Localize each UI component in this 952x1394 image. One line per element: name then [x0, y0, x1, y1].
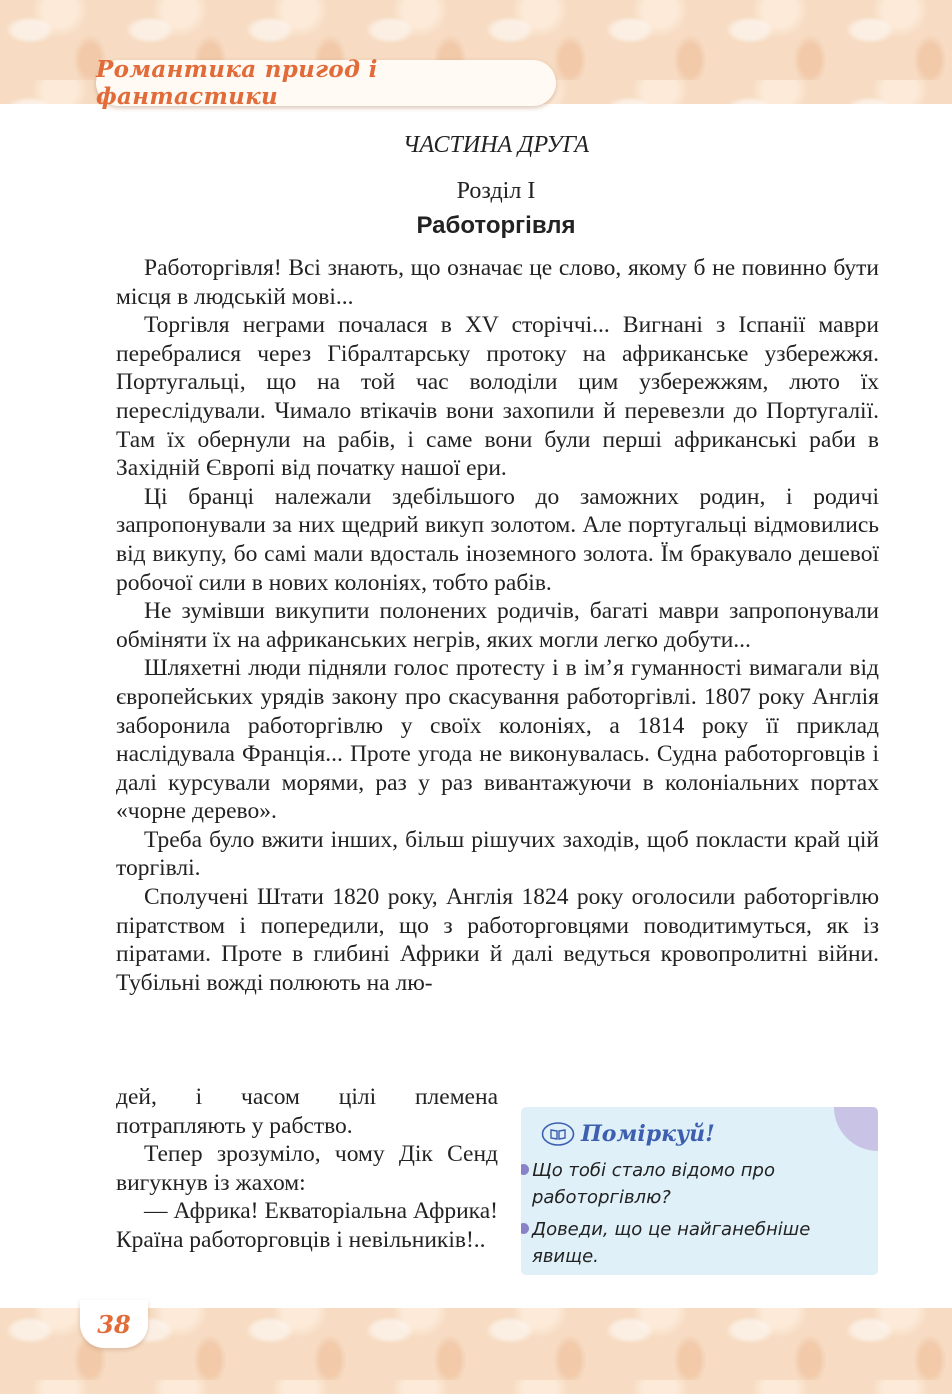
think-box-title: Поміркуй! [581, 1121, 715, 1147]
think-sidebar-box [521, 1107, 878, 1275]
narrow-text-column [116, 1083, 498, 1255]
section-number: Розділ I [456, 178, 536, 204]
decorative-corner-circle [834, 1107, 878, 1151]
running-header-title: Романтика пригод і фантастики [96, 56, 378, 110]
bullet-icon [521, 1164, 529, 1175]
paragraph: Работоргівля! Всі знають, що означає це слово, якому б не повинно бути місця в людській мові... [116, 255, 879, 310]
main-text [116, 254, 879, 997]
list-item-text: Що тобі стало відомо про работоргівлю? [532, 1160, 775, 1208]
running-header [96, 56, 556, 110]
list-item-text: Доведи, що це найганебніше явище. [532, 1219, 811, 1267]
paragraph: Тепер зрозуміло, чому Дік Сенд вигукнув із жахом: [116, 1141, 498, 1196]
paragraph: Не зумівши викупити полонених родичів, багаті маври запропонували обміняти їх на африканських негрів, яких могли легко добути... [116, 598, 879, 653]
think-box-list [521, 1157, 866, 1275]
paragraph: Сполучені Штати 1820 року, Англія 1824 року оголосили работоргівлю піратством і попередили, що з работорговцями поводитимуться, як із піратами. Проте в глибині Африки й далі ведуться кровопролитні війни. Тубільні вожді полюють на лю- [116, 884, 879, 996]
paragraph: Треба було вжити інших, більш рішучих заходів, щоб покласти край цій торгівлі. [116, 826, 879, 882]
page-number: 38 [97, 1309, 131, 1339]
bullet-icon [521, 1223, 529, 1234]
list-item [521, 1216, 866, 1270]
paragraph: Шляхетні люди підняли голос протесту і в ім’я гуманності вимагали від європейських урядів закону про скасування работоргівлі. 1807 року Англія заборонила работоргівлю у своїх колоніях, а 1814 року її приклад наслідувала Франція... Проте угода не виконувалась. Судна работорговців і далі курсували морями, раз у раз вивантажуючи в колоніальних портах «чорне дерево». [116, 655, 879, 825]
think-box-header [541, 1121, 715, 1147]
chapter-title: Работоргівля [416, 212, 576, 239]
book-icon [541, 1122, 575, 1146]
paragraph: — Африка! Екваторіальна Африка! Країна работорговців і невільників!.. [116, 1198, 498, 1253]
list-item [521, 1157, 866, 1211]
part-title: ЧАСТИНА ДРУГА [402, 132, 590, 158]
page-number-badge [80, 1300, 148, 1348]
paragraph: Торгівля неграми почалася в XV сторіччі... Вигнані з Іспанії маври перебралися через Гібралтарську протоку на африканське узбережжя. Португальці, що на той час володіли цим узбережжям, люто їх переслідували. Чимало втікачів вони захопили й перевезли до Португалії. Там їх обернули на рабів, і саме вони були перші африканські раби в Західній Європі від початку нашої ери. [116, 312, 879, 482]
paragraph-continuation: дей, і часом цілі племена потрапляють у рабство. [116, 1084, 498, 1139]
paragraph: Ці бранці належали здебільшого до заможних родин, і родичі запропонували за них щедрий викуп золотом. Але португальці відмовились від викупу, бо самі мали вдосталь іноземного золота. Їм бракувало дешевої робочої сили в нових колоніях, тобто рабів. [116, 483, 879, 596]
